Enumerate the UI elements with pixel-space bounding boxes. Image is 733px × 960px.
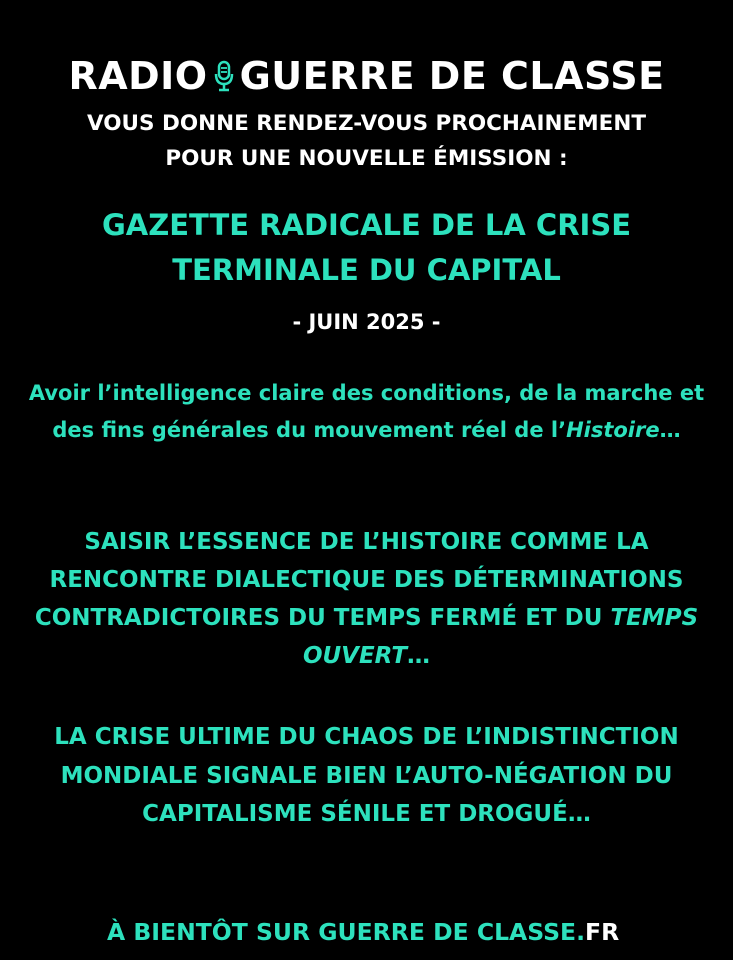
quote-text: Avoir l’intelligence claire des conditions, de la marche et des fins générales du mouvement réel de l’ (28, 381, 705, 442)
microphone-icon (214, 55, 234, 103)
quote-paragraph (16, 375, 717, 448)
footer-text: À BIENTÔT SUR GUERRE DE CLASSE. (107, 918, 586, 946)
intro-line-1: VOUS DONNE RENDEZ-VOUS PROCHAINEMENT (87, 111, 646, 136)
intro-line-2: POUR UNE NOUVELLE ÉMISSION : (165, 146, 568, 171)
dialectic-ellipsis: … (407, 643, 431, 669)
brand-title (0, 52, 733, 103)
dialectic-text: SAISIR L’ESSENCE DE L’HISTOIRE COMME LA RENCONTRE DIALECTIQUE DES DÉTERMINATIONS CONTRADICTOIRES DU TEMPS FERMÉ ET DU (34, 529, 684, 631)
dialectic-italic: TEMPS OUVERT (302, 605, 699, 669)
crisis-paragraph: LA CRISE ULTIME DU CHAOS DE L’INDISTINCTION MONDIALE SIGNALE BIEN L’AUTO-NÉGATION DU CAPITALISME SÉNILE ET DROGUÉ… (54, 724, 679, 827)
show-title (0, 203, 733, 293)
quote-ellipsis: … (659, 417, 681, 442)
brand-title-left: RADIO (68, 54, 208, 98)
intro-text (0, 106, 733, 176)
quote-italic: Histoire (566, 417, 660, 442)
footer-tld: FR (585, 918, 620, 946)
brand-title-right: GUERRE DE CLASSE (239, 54, 665, 98)
show-title-line-1: GAZETTE RADICALE DE LA CRISE (101, 208, 632, 242)
footer-link (107, 912, 727, 952)
dialectic-paragraph (16, 523, 717, 675)
show-date: - JUIN 2025 - (292, 310, 441, 334)
show-title-line-2: TERMINALE DU CAPITAL (172, 253, 561, 287)
